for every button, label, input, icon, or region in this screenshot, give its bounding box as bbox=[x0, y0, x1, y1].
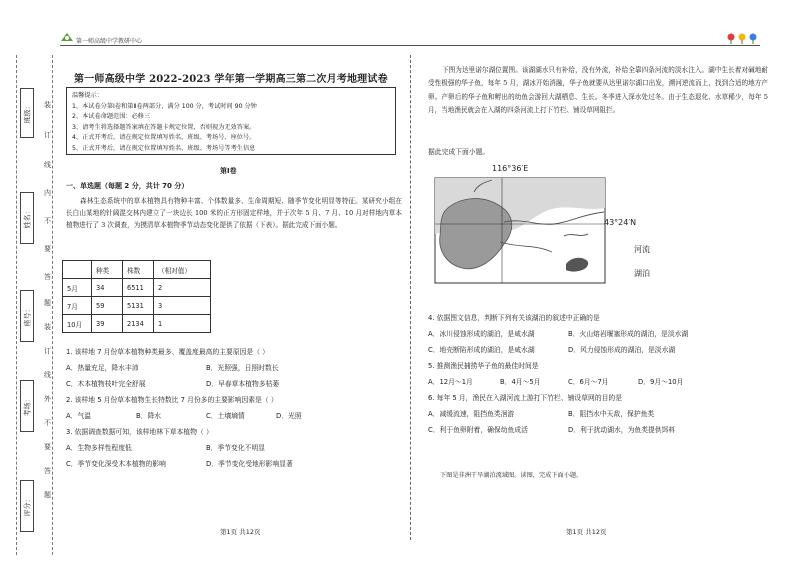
lake-location-map bbox=[434, 172, 606, 284]
table-cell: 6511 bbox=[123, 279, 154, 297]
exam-title: 第一师高级中学 2022-2023 学年第一学期高三第二次月考地理试卷 bbox=[74, 74, 388, 85]
question-stem: 1. 该样地 7 月份草本植物种类最多、覆盖度最高的主要原因是（ ） bbox=[66, 348, 269, 356]
passage-text: 森林生态系统中的草本植物具有物种丰富、个体数量多、生命周期短、随季节变化明显等特征。某研究小组在长白山某地的针阔混交林内建立了一块边长 100 米的正方形固定样地，并于次年 5 月、7 月、10 月对样地内草本植物进行了 3 次调查，为摸清草本植物季节动态变化提供了依据（下表）。据此完成下面小题。 bbox=[66, 197, 402, 230]
table-cell: 5131 bbox=[123, 297, 154, 315]
table-cell: 3 bbox=[154, 297, 211, 315]
table-header-row bbox=[63, 261, 211, 279]
margin-mark: 答 bbox=[44, 273, 51, 281]
section-heading: 一、单选题（每题 2 分，共计 70 分） bbox=[66, 182, 189, 190]
margin-mark: 装 bbox=[44, 101, 51, 109]
answer-option[interactable]: C．地壳断陷形成的湖泊，是咸水湖 bbox=[428, 346, 535, 354]
name-field[interactable]: 姓名： bbox=[20, 192, 34, 244]
answer-option[interactable]: C．土壤墒情 bbox=[206, 412, 245, 420]
answer-option[interactable]: B．光照强，日照时数长 bbox=[206, 364, 279, 372]
notice-line: 1、本试卷分第Ⅰ卷和第Ⅱ卷两部分，满分 100 分，考试时间 90 分钟 bbox=[72, 102, 257, 110]
legend-lake-label: 湖泊 bbox=[634, 269, 650, 278]
notice-box bbox=[66, 87, 396, 155]
margin-mark: 要 bbox=[44, 443, 51, 451]
answer-option[interactable]: B．季节变化不明显 bbox=[206, 444, 266, 452]
margin-mark: 线 bbox=[44, 371, 51, 379]
margin-mark: 答 bbox=[44, 467, 51, 475]
question-stem: 6. 每年 5 月，渔民在入湖河流上游打下竹栏、铺设草网的目的是 bbox=[428, 394, 623, 402]
answer-option[interactable]: A．热量充足，降水丰沛 bbox=[66, 364, 139, 372]
binding-line-outer bbox=[16, 55, 17, 555]
margin-mark: 要 bbox=[44, 245, 51, 253]
answer-option[interactable]: C．利于鱼卵附着，确保幼鱼成活 bbox=[428, 426, 528, 434]
margin-mark: 外 bbox=[44, 395, 51, 403]
school-logo-icon bbox=[60, 31, 74, 43]
margin-mark: 装 bbox=[44, 323, 51, 331]
margin-mark: 不 bbox=[44, 217, 51, 225]
score-field[interactable]: 评分： bbox=[20, 480, 34, 532]
margin-mark: 不 bbox=[44, 419, 51, 427]
answer-option[interactable]: D．光照 bbox=[276, 412, 302, 420]
table-header-cell: 种类 bbox=[92, 261, 123, 279]
table-row bbox=[63, 297, 211, 315]
map-intro-text: 下图为达里诺尔湖位置图。该湖湖水只有补给，没有外流，补给全靠四条河流的淡水注入。湖中生长着对碱地耐受性极强的华子鱼，每年 5 月，湖冰开始消融，华子鱼就要从达里诺尔湖口出发，溯河逆流而上，找到合适的地方产卵。产卵后的华子鱼和孵出的幼鱼会游回大湖栖息、生长。冬季进入深水处过冬。由于生态退化、水草稀少，每年 5 月，当地渔民就会在入湖的四条河流上打下竹栏、铺设草网阻拦。 bbox=[428, 66, 768, 115]
notice-line: 4、正式开考后，请在规定位置填写姓名、班级、考场号、座位号。 bbox=[72, 134, 256, 142]
table-header-cell: 株数 bbox=[123, 261, 154, 279]
answer-option[interactable]: A．冰川侵蚀形成的湖泊，是咸水湖 bbox=[428, 330, 535, 338]
page-footer-right: 第1页 共12页 bbox=[566, 528, 607, 536]
answer-option[interactable]: A．12月～1月 bbox=[428, 378, 473, 386]
longitude-label: 116°36′E bbox=[492, 164, 529, 173]
question-stem: 2. 该样地 5 月份草本植物生长特数比 7 月份多的主要影响因素是（ ） bbox=[66, 396, 278, 404]
table-cell: 10月 bbox=[63, 315, 92, 333]
answer-option[interactable]: D．季节变化受地形影响显著 bbox=[206, 460, 293, 468]
answer-option[interactable]: B．4月～5月 bbox=[500, 378, 541, 386]
answer-option[interactable]: B．火山熔岩堰塞形成的湖泊，是淡水湖 bbox=[568, 330, 689, 338]
exam-room-field[interactable]: 考场： bbox=[20, 380, 34, 432]
page-footer-left: 第1页 共12页 bbox=[220, 528, 261, 536]
answer-option[interactable]: A．减缓流速，阻挡鱼类洄游 bbox=[428, 410, 515, 418]
table-header-cell bbox=[63, 261, 92, 279]
answer-option[interactable]: D．早春草本植物多枯萎 bbox=[206, 380, 280, 388]
notice-line: 温馨提示： bbox=[72, 92, 103, 99]
volume-heading: 第Ⅰ卷 bbox=[220, 167, 237, 175]
latitude-label: 43°24′N bbox=[604, 218, 637, 227]
flowers-icon bbox=[726, 32, 760, 44]
table-cell: 7月 bbox=[63, 297, 92, 315]
margin-mark: 订 bbox=[44, 131, 51, 139]
survey-table bbox=[62, 260, 211, 333]
notice-line: 3、请考生将选择题答案填在答题卡规定位置，否则视为无效答案。 bbox=[72, 123, 256, 131]
table-row bbox=[63, 315, 211, 333]
answer-option[interactable]: B．降水 bbox=[136, 412, 162, 420]
table-cell: 1 bbox=[154, 315, 211, 333]
answer-option[interactable]: C．木本植物枝叶完全舒展 bbox=[66, 380, 146, 388]
margin-mark: 订 bbox=[44, 347, 51, 355]
table-cell: 2134 bbox=[123, 315, 154, 333]
notice-line: 2、本试卷命题范围：必修三 bbox=[72, 113, 151, 121]
answer-option[interactable]: C．6月～7月 bbox=[568, 378, 609, 386]
table-cell: 39 bbox=[92, 315, 123, 333]
answer-option[interactable]: C．季节变化深受木本植物的影响 bbox=[66, 460, 166, 468]
notice-line: 5、正式开考后，请在规定位置填写姓名、班级、考场号等考生信息 bbox=[72, 144, 256, 152]
table-cell: 5月 bbox=[63, 279, 92, 297]
table-header-cell: （相对值） bbox=[154, 261, 211, 279]
answer-option[interactable]: A．气温 bbox=[66, 412, 92, 420]
page-divider bbox=[410, 55, 411, 540]
header-rule bbox=[60, 45, 760, 46]
seat-number-field[interactable]: 座号： bbox=[20, 290, 34, 342]
table-cell: 59 bbox=[92, 297, 123, 315]
margin-mark: 内 bbox=[44, 189, 51, 197]
next-figure-intro: 下图是非洲干旱湖泊流域图。读图，完成下面小题。 bbox=[440, 472, 583, 479]
margin-mark: 题 bbox=[44, 491, 51, 499]
answer-option[interactable]: D．9月～10月 bbox=[638, 378, 684, 386]
answer-option[interactable]: D．风力侵蚀形成的湖泊，是淡水湖 bbox=[568, 346, 676, 354]
legend-river-label: 河流 bbox=[634, 245, 650, 254]
margin-mark: 题 bbox=[44, 299, 51, 307]
class-field[interactable]: 班级： bbox=[20, 88, 34, 138]
answer-option[interactable]: B．阻挡水中天敌，保护鱼类 bbox=[568, 410, 655, 418]
instruction-text: 据此完成下面小题。 bbox=[428, 148, 490, 156]
question-stem: 5. 推测渔民捕捞华子鱼的最佳时间是 bbox=[428, 362, 539, 370]
question-stem: 3. 依据调查数据可知，该样地林下草本植物（ ） bbox=[66, 428, 213, 436]
table-cell: 2 bbox=[154, 279, 211, 297]
margin-mark: 线 bbox=[44, 161, 51, 169]
answer-option[interactable]: A．生物多样性程度低 bbox=[66, 444, 132, 452]
header-title: 第一师高级中学教研中心 bbox=[76, 38, 143, 45]
question-stem: 4. 依据图文信息，判断下列有关该湖泊的叙述中正确的是 bbox=[428, 314, 600, 322]
answer-option[interactable]: D．利于扰动湖水，为鱼类提供饵料 bbox=[568, 426, 676, 434]
table-cell: 34 bbox=[92, 279, 123, 297]
table-row bbox=[63, 279, 211, 297]
binding-line-inner bbox=[52, 55, 53, 555]
